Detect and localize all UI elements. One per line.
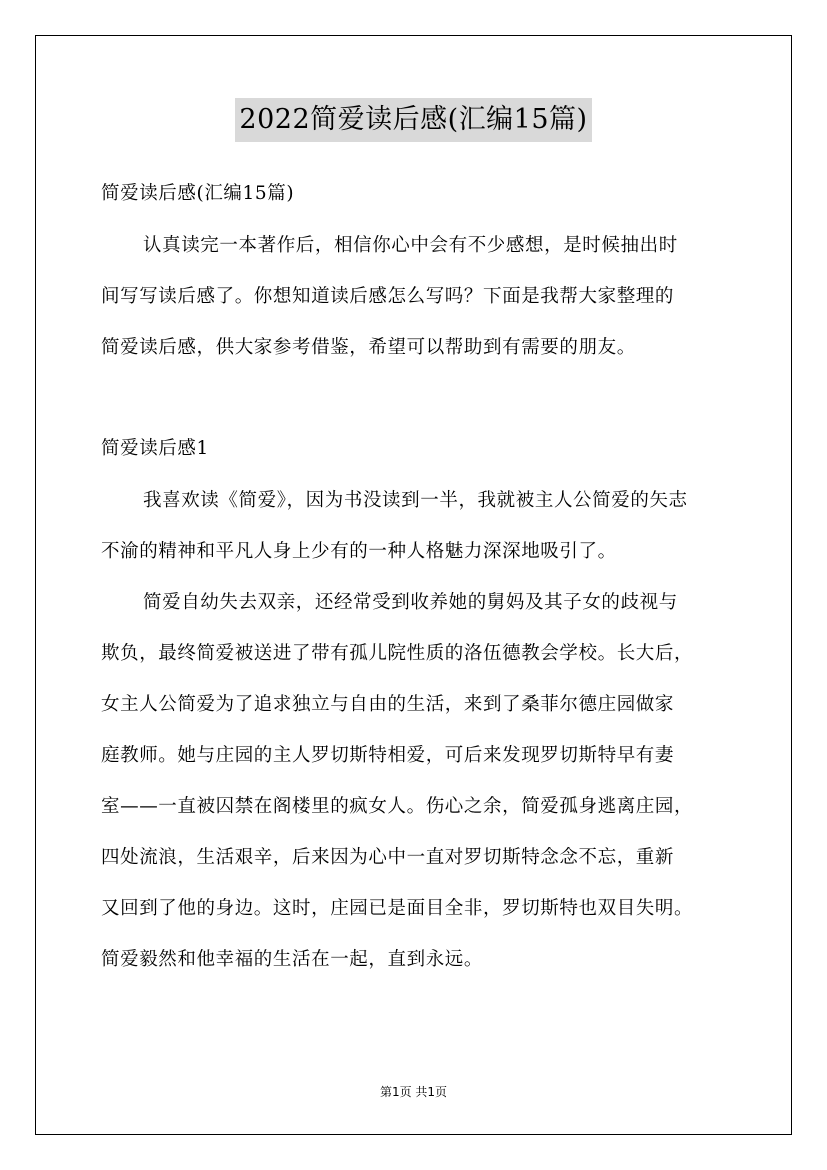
paragraph-line: 又回到了他的身边。这时，庄园已是面目全非，罗切斯特也双目失明。: [101, 898, 694, 919]
paragraph-line: 庭教师。她与庄园的主人罗切斯特相爱，可后来发现罗切斯特早有妻: [101, 745, 675, 766]
title-container: [0, 98, 827, 142]
paragraph-line: 我喜欢读《简爱》，因为书没读到一半，我就被主人公简爱的矢志: [143, 490, 688, 511]
intro-line: 简爱读后感，供大家参考借鉴，希望可以帮助到有需要的朋友。: [101, 337, 636, 358]
paragraph-line: 简爱毅然和他幸福的生活在一起，直到永远。: [101, 949, 484, 970]
document-body: [101, 176, 741, 993]
paragraph-line: 四处流浪，生活艰辛，后来因为心中一直对罗切斯特念念不忘，重新: [101, 847, 675, 868]
page-footer: 第1页 共1页: [379, 1085, 448, 1099]
intro-paragraph: [101, 228, 741, 381]
document-subtitle: 简爱读后感(汇编15篇): [101, 183, 295, 204]
paragraph-line: 女主人公简爱为了追求独立与自由的生活，来到了桑菲尔德庄园做家: [101, 694, 675, 715]
paragraph-line: 简爱自幼失去双亲，还经常受到收养她的舅妈及其子女的歧视与: [143, 592, 678, 613]
section1-paragraph-2: [101, 585, 741, 993]
paragraph-line: 欺负，最终简爱被送进了带有孤儿院性质的洛伍德教会学校。长大后，: [101, 643, 694, 664]
paragraph-line: 室——一直被囚禁在阁楼里的疯女人。伤心之余，简爱孤身逃离庄园，: [101, 796, 694, 817]
section-heading: 简爱读后感1: [101, 438, 209, 459]
intro-line: 间写写读后感了。你想知道读后感怎么写吗？下面是我帮大家整理的: [101, 286, 675, 307]
section1-paragraph-1: [101, 483, 741, 585]
intro-line: 认真读完一本著作后，相信你心中会有不少感想，是时候抽出时: [143, 235, 678, 256]
paragraph-line: 不渝的精神和平凡人身上少有的一种人格魅力深深地吸引了。: [101, 541, 617, 562]
document-title: 2022简爱读后感(汇编15篇): [235, 98, 591, 142]
